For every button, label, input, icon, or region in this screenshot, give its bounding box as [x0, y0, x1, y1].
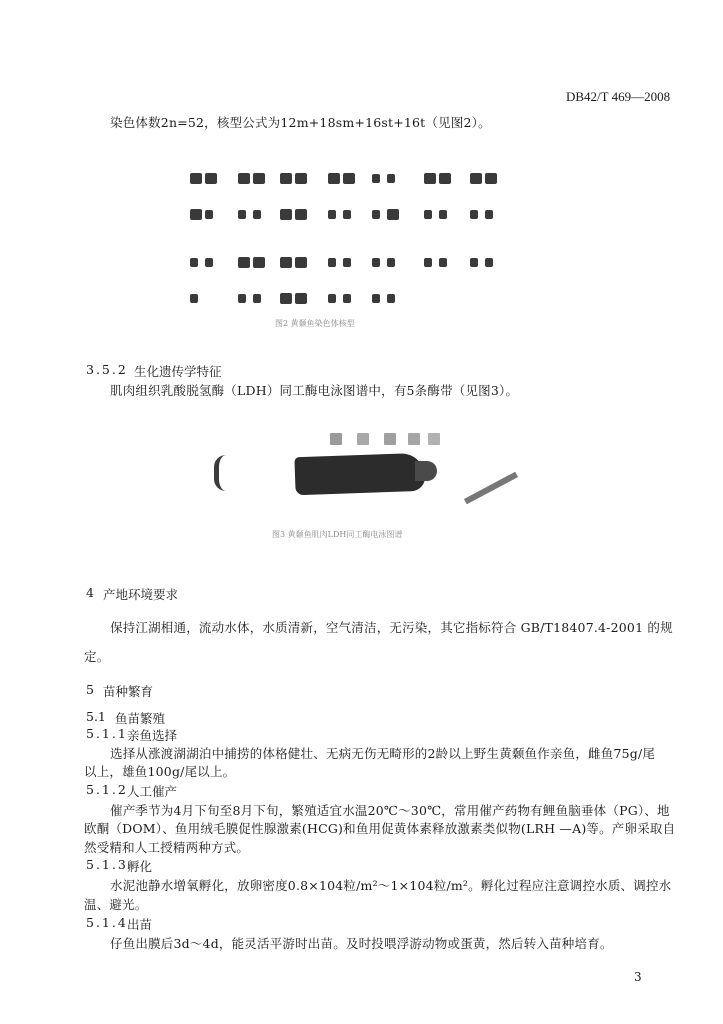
electrophoresis-band-labels — [330, 433, 440, 449]
chromosome — [280, 173, 292, 184]
gel-left-fragment — [214, 455, 241, 491]
section-5-1-title: 鱼苗繁殖 — [115, 711, 166, 726]
chromosome — [439, 173, 451, 184]
section-3-5-2-number: 3.5.2 — [86, 362, 128, 377]
chromosome — [190, 173, 202, 184]
section-4-text-line2: 定。 — [84, 649, 110, 664]
chromosome — [238, 294, 246, 303]
chromosome — [190, 258, 198, 267]
chromosome — [253, 173, 265, 184]
chromosome-pair — [372, 168, 404, 188]
gel-tail — [415, 461, 437, 481]
chromosome — [238, 173, 250, 184]
section-5-1-3-title: 孵化 — [127, 859, 153, 874]
chromosome-pair — [190, 204, 222, 224]
chromosome-pair — [328, 168, 360, 188]
chromosome — [253, 294, 261, 303]
figure3-caption: 图3 黄颡鱼肌肉LDH同工酶电泳图谱 — [272, 530, 403, 539]
section-4-title: 产地环境要求 — [103, 587, 179, 602]
section-5-1-2-line3: 然受精和人工授精两种方式。 — [84, 840, 250, 855]
chromosome-pair — [328, 204, 360, 224]
chromosome — [190, 209, 202, 220]
chromosome-pair — [238, 168, 270, 188]
section-3-5-2-title: 生化遗传学特征 — [134, 364, 222, 379]
document-code: DB42/T 469—2008 — [566, 89, 671, 104]
chromosome — [424, 173, 436, 184]
section-5-1-3-line2: 温、避光。 — [84, 897, 148, 912]
chromosome-pair — [372, 204, 404, 224]
chromosome-pair — [424, 204, 456, 224]
chromosome — [280, 209, 292, 220]
chromosome-pair — [328, 288, 360, 308]
chromosome — [343, 258, 351, 267]
chromosome-pair — [238, 204, 270, 224]
chromosome — [343, 210, 351, 219]
section-5-1-2-title: 人工催产 — [127, 784, 178, 799]
chromosome — [328, 173, 340, 184]
chromosome — [328, 294, 336, 303]
chromosome-pair — [238, 288, 270, 308]
chromosome — [424, 210, 432, 219]
section-3-5-2-text: 肌肉组织乳酸脱氢酶（LDH）同工酶电泳图谱中，有5条酶带（见图3）。 — [110, 383, 519, 398]
chromosome-pair — [280, 252, 312, 272]
chromosome — [190, 294, 198, 303]
chromosome — [205, 173, 217, 184]
chromosome — [485, 173, 497, 184]
chromosome-pair — [280, 168, 312, 188]
chromosome — [387, 209, 399, 220]
section-5-number: 5 — [86, 682, 94, 697]
karyotype-text: 染色体数2n=52，核型公式为12m+18sm+16st+16t（见图2）。 — [110, 115, 491, 130]
chromosome — [205, 258, 213, 267]
chromosome — [295, 257, 307, 268]
chromosome-pair — [280, 288, 312, 308]
figure-ldh-electrophoresis — [200, 425, 530, 550]
chromosome — [238, 257, 250, 268]
chromosome-pair — [280, 204, 312, 224]
figure2-caption: 图2 黄颡鱼染色体核型 — [275, 319, 355, 328]
section-5-1-4-title: 出苗 — [127, 917, 153, 932]
chromosome — [439, 210, 447, 219]
section-5-1-4-line1: 仔鱼出膜后3d～4d，能灵活平游时出苗。及时投喂浮游动物或蛋黄，然后转入苗种培育。 — [110, 936, 613, 951]
chromosome — [424, 258, 432, 267]
chromosome — [470, 210, 478, 219]
chromosome — [328, 210, 336, 219]
section-5-1-1-number: 5.1.1 — [86, 726, 128, 741]
section-5-1-2-number: 5.1.2 — [86, 782, 128, 797]
chromosome — [238, 210, 246, 219]
chromosome — [470, 173, 482, 184]
chromosome — [280, 257, 292, 268]
chromosome — [328, 258, 336, 267]
chromosome — [295, 173, 307, 184]
chromosome-pair — [372, 252, 404, 272]
chromosome — [485, 210, 493, 219]
section-5-1-1-line2: 以上，雄鱼100g/尾以上。 — [84, 764, 236, 779]
section-5-1-3-line1: 水泥池静水增氧孵化，放卵密度0.8×104粒/m²～1×104粒/m²。孵化过程应注意调控水质、调控水 — [110, 878, 672, 893]
electrophoresis-gel — [294, 453, 425, 496]
chromosome — [387, 294, 395, 303]
chromosome-pair — [190, 168, 222, 188]
chromosome — [280, 293, 292, 304]
chromosome — [343, 294, 351, 303]
chromosome — [387, 174, 395, 183]
chromosome — [470, 258, 478, 267]
chromosome — [372, 294, 380, 303]
chromosome — [295, 209, 307, 220]
chromosome — [372, 210, 380, 219]
chromosome — [372, 258, 380, 267]
chromosome-pair — [328, 252, 360, 272]
chromosome-pair — [470, 252, 502, 272]
chromosome — [439, 258, 447, 267]
section-5-1-1-line1: 选择从涨渡湖湖泊中捕捞的体格健壮、无病无伤无畸形的2龄以上野生黄颡鱼作亲鱼，雌鱼75g/尾 — [110, 746, 656, 761]
chromosome — [372, 174, 380, 183]
chromosome-pair — [190, 252, 222, 272]
section-5-1-2-line2: 欧酮（DOM）、鱼用绒毛膜促性腺激素(HCG)和鱼用促黄体素释放激素类似物(LRH —A)等。产卵采取自 — [84, 821, 676, 836]
chromosome-pair — [238, 252, 270, 272]
chromosome — [295, 293, 307, 304]
chromosome — [343, 173, 355, 184]
chromosome-pair — [424, 168, 456, 188]
figure-karyotype — [180, 160, 520, 328]
section-5-1-number: 5.1 — [86, 709, 106, 724]
chromosome — [253, 257, 265, 268]
section-5-title: 苗种繁育 — [103, 684, 154, 699]
chromosome-pair — [470, 204, 502, 224]
section-5-1-1-title: 亲鱼选择 — [127, 728, 178, 743]
chromosome — [387, 258, 395, 267]
section-5-1-4-number: 5.1.4 — [86, 915, 128, 930]
gel-right-fragment — [464, 472, 518, 505]
chromosome — [485, 258, 493, 267]
chromosome — [205, 210, 213, 219]
page-number: 3 — [634, 970, 642, 984]
section-5-1-2-line1: 催产季节为4月下旬至8月下旬，繁殖适宜水温20℃～30℃，常用催产药物有鲤鱼脑垂体（PG）、地 — [110, 803, 670, 818]
chromosome-pair — [424, 252, 456, 272]
section-4-text-line1: 保持江湖相通，流动水体，水质清新，空气清洁，无污染，其它指标符合 GB/T18407.4-2001 的规 — [110, 620, 673, 635]
section-5-1-3-number: 5.1.3 — [86, 857, 128, 872]
chromosome-pair — [190, 288, 222, 308]
karyotype-chromosome-grid — [180, 160, 520, 310]
chromosome — [253, 210, 261, 219]
chromosome-pair — [470, 168, 502, 188]
chromosome-pair — [372, 288, 404, 308]
section-4-number: 4 — [86, 585, 94, 600]
